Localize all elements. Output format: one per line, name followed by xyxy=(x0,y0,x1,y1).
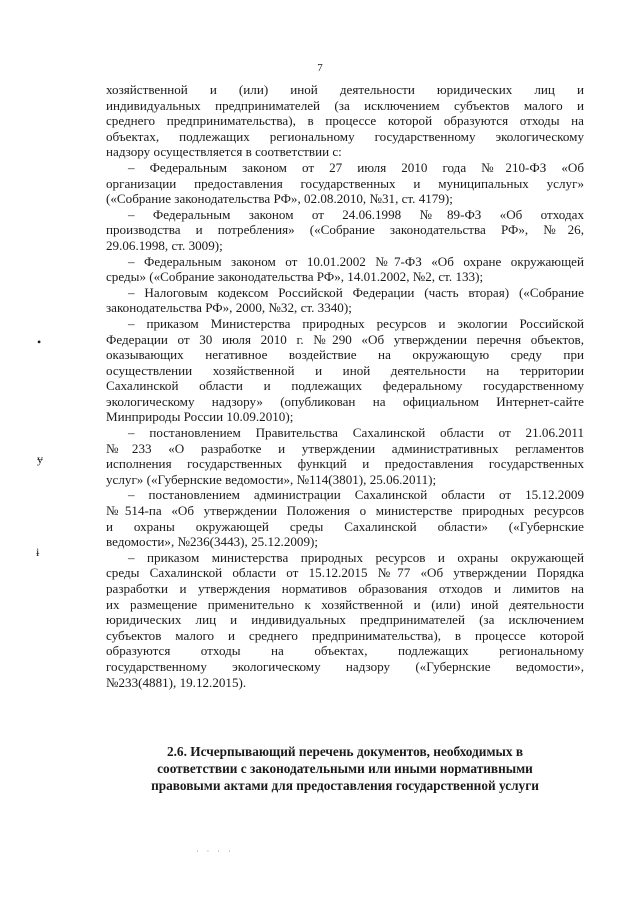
text-line: среды» («Собрание законодательства РФ», 14.01.2002, №2, ст. 133); xyxy=(106,269,484,285)
scan-mark: ɨ xyxy=(36,545,40,559)
text-line: индивидуальных предпринимателей (за исключением субъектов малого и xyxy=(106,97,584,113)
heading-line: соответствии с законодательными или иными нормативными xyxy=(157,761,533,776)
text-line: объектах, подлежащих региональному государственному экологическому xyxy=(106,128,584,144)
text-line: Минприроды России 10.09.2010); xyxy=(106,409,294,425)
text-line: Федерации от 30 июля 2010 г. №290 «Об утверждении перечня объектов, xyxy=(106,331,584,347)
text-line: №233(4881), 19.12.2015). xyxy=(106,674,247,690)
text-line: 29.06.1998, ст. 3009); xyxy=(106,237,223,253)
text-line: юридических лиц и индивидуальных предпринимателей (за исключением xyxy=(106,612,584,628)
body-text xyxy=(106,82,584,690)
text-line: – Федеральным законом от 10.01.2002 №7-ФЗ «Об охране окружающей xyxy=(128,253,584,269)
text-line: №233 «О разработке и утверждении административных регламентов xyxy=(106,440,584,456)
text-line: – Налоговым кодексом Российской Федерации (часть вторая) («Собрание xyxy=(128,284,584,300)
text-line: ведомости», №236(3443), 25.12.2009); xyxy=(106,534,319,550)
page-number: 7 xyxy=(317,62,323,74)
text-line: государственному экологическому надзору («Губернские ведомости», xyxy=(106,658,584,674)
text-line: услуг» («Губернские ведомости», №114(3801), 25.06.2011); xyxy=(106,471,437,487)
heading-line: правовыми актами для предоставления государственной услуги xyxy=(151,778,539,793)
text-line: («Собрание законодательства РФ», 02.08.2010, №31, ст. 4179); xyxy=(106,191,453,207)
text-line: надзору осуществляется в соответствии с: xyxy=(106,144,342,160)
text-line: производства и потребления» («Собрание законодательства РФ», №26, xyxy=(106,222,584,238)
scan-mark: • xyxy=(37,335,42,349)
text-line: субъектов малого и среднего предпринимательства), в процессе которой xyxy=(106,627,584,643)
text-line: среднего предпринимательства), в процессе которой образуются отходы на xyxy=(106,113,584,129)
text-line: – приказом Министерства природных ресурсов и экологии Российской xyxy=(128,315,584,331)
scan-mark: ɏ xyxy=(37,452,43,466)
text-line: образуются отходы на объектах, подлежащих региональному xyxy=(106,643,584,659)
text-line: оказывающих негативное воздействие на окружающую среду при xyxy=(106,347,584,363)
text-line: – постановлением администрации Сахалинской области от 15.12.2009 xyxy=(128,487,584,503)
text-line: их размещение применительно к хозяйственной и (или) иной деятельности xyxy=(106,596,584,612)
text-line: осуществлении хозяйственной и иной деятельности на территории xyxy=(106,362,584,378)
heading-line: 2.6. Исчерпывающий перечень документов, необходимых в xyxy=(166,744,524,759)
text-line: экологическому надзору» (опубликован на официальном Интернет-сайте xyxy=(106,393,584,409)
text-line: разработки и утверждения нормативов образования отходов и лимитов на xyxy=(106,581,584,596)
text-line: – приказом министерства природных ресурсов и охраны окружающей xyxy=(128,549,584,565)
text-line: законодательства РФ», 2000, №32, ст. 3340); xyxy=(106,300,352,316)
text-line: Сахалинской области и подлежащих федеральному государственному xyxy=(106,378,584,394)
text-line: исполнения государственных функций и предоставления государственных xyxy=(106,456,584,472)
section-heading xyxy=(106,743,584,794)
text-line: хозяйственной и (или) иной деятельности юридических лиц и xyxy=(106,82,584,97)
text-line: среды Сахалинской области от 15.12.2015 №77 «Об утверждении Порядка xyxy=(106,565,584,581)
text-line: – Федеральным законом от 27 июля 2010 года №210-ФЗ «Об xyxy=(128,159,584,175)
text-line: – Федеральным законом от 24.06.1998 №89-ФЗ «Об отходах xyxy=(128,206,584,222)
scan-noise: · · · · xyxy=(196,847,234,856)
text-line: – постановлением Правительства Сахалинской области от 21.06.2011 xyxy=(128,425,584,441)
text-line: и охраны окружающей среды Сахалинской области» («Губернские xyxy=(106,518,584,534)
text-line: №514-па «Об утверждении Положения о министерстве природных ресурсов xyxy=(106,503,584,519)
text-line: организации предоставления государственных и муниципальных услуг» xyxy=(106,175,584,191)
